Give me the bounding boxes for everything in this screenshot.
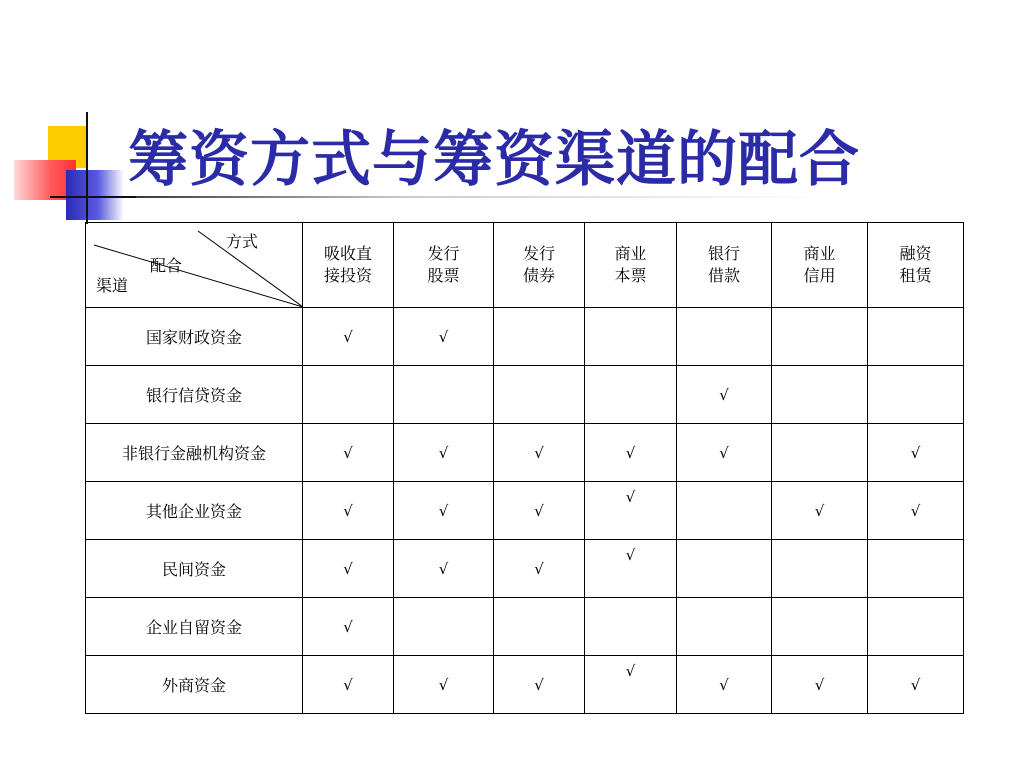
check-cell bbox=[772, 598, 868, 656]
check-cell: √ bbox=[772, 656, 868, 714]
header-row bbox=[86, 223, 964, 308]
check-cell bbox=[677, 308, 772, 366]
check-cell bbox=[677, 598, 772, 656]
column-header: 银行 借款 bbox=[677, 223, 772, 308]
row-label: 外商资金 bbox=[86, 656, 303, 714]
check-cell: √ bbox=[772, 482, 868, 540]
check-cell bbox=[394, 366, 494, 424]
check-cell: √ bbox=[394, 656, 494, 714]
check-cell bbox=[394, 598, 494, 656]
check-mark: √ bbox=[625, 661, 636, 680]
corner-channel-label: 渠道 bbox=[96, 276, 129, 295]
check-cell: √ bbox=[494, 424, 585, 482]
column-header: 发行 股票 bbox=[394, 223, 494, 308]
row-label: 民间资金 bbox=[86, 540, 303, 598]
check-cell bbox=[677, 540, 772, 598]
slide-title: 筹资方式与筹资渠道的配合 bbox=[128, 125, 860, 195]
column-header: 商业 本票 bbox=[585, 223, 677, 308]
table-row bbox=[86, 366, 964, 424]
check-cell: √ bbox=[394, 482, 494, 540]
check-cell bbox=[494, 598, 585, 656]
row-label: 企业自留资金 bbox=[86, 598, 303, 656]
check-cell bbox=[494, 308, 585, 366]
check-cell: √ bbox=[677, 424, 772, 482]
column-header: 商业 信用 bbox=[772, 223, 868, 308]
row-label: 非银行金融机构资金 bbox=[86, 424, 303, 482]
check-cell bbox=[868, 366, 964, 424]
row-label: 国家财政资金 bbox=[86, 308, 303, 366]
check-cell bbox=[585, 482, 677, 540]
table-row bbox=[86, 656, 964, 714]
check-cell bbox=[585, 540, 677, 598]
check-cell bbox=[494, 366, 585, 424]
check-cell bbox=[868, 540, 964, 598]
column-header: 发行 债券 bbox=[494, 223, 585, 308]
check-cell: √ bbox=[303, 598, 394, 656]
check-cell bbox=[677, 482, 772, 540]
check-cell bbox=[772, 540, 868, 598]
check-cell bbox=[585, 308, 677, 366]
check-cell bbox=[772, 424, 868, 482]
table-row bbox=[86, 424, 964, 482]
check-cell: √ bbox=[303, 482, 394, 540]
check-cell: √ bbox=[677, 366, 772, 424]
check-cell bbox=[303, 366, 394, 424]
corner-match-label: 配合 bbox=[150, 256, 183, 275]
column-header: 融资 租赁 bbox=[868, 223, 964, 308]
check-cell: √ bbox=[394, 424, 494, 482]
check-cell: √ bbox=[494, 482, 585, 540]
table-row bbox=[86, 540, 964, 598]
decor-horizontal-line bbox=[50, 196, 136, 198]
row-label: 银行信贷资金 bbox=[86, 366, 303, 424]
check-cell: √ bbox=[868, 424, 964, 482]
financing-matrix-table bbox=[85, 222, 964, 714]
check-cell bbox=[585, 598, 677, 656]
check-mark: √ bbox=[625, 487, 636, 506]
check-cell: √ bbox=[868, 482, 964, 540]
check-cell bbox=[868, 598, 964, 656]
check-cell bbox=[868, 308, 964, 366]
decor-blue-square bbox=[66, 170, 124, 220]
check-cell: √ bbox=[677, 656, 772, 714]
column-header: 吸收直 接投资 bbox=[303, 223, 394, 308]
corner-method-label: 方式 bbox=[226, 232, 259, 251]
check-cell: √ bbox=[868, 656, 964, 714]
check-cell bbox=[585, 366, 677, 424]
check-cell: √ bbox=[303, 540, 394, 598]
table-row bbox=[86, 308, 964, 366]
decor-vertical-line bbox=[86, 112, 88, 224]
check-cell: √ bbox=[494, 540, 585, 598]
check-cell bbox=[772, 308, 868, 366]
check-cell: √ bbox=[303, 424, 394, 482]
check-cell bbox=[585, 656, 677, 714]
check-cell: √ bbox=[303, 656, 394, 714]
check-cell: √ bbox=[394, 540, 494, 598]
check-cell bbox=[772, 366, 868, 424]
row-label: 其他企业资金 bbox=[86, 482, 303, 540]
table-row bbox=[86, 598, 964, 656]
check-mark: √ bbox=[625, 545, 636, 564]
table-row bbox=[86, 482, 964, 540]
check-cell: √ bbox=[585, 424, 677, 482]
check-cell: √ bbox=[494, 656, 585, 714]
corner-header-cell bbox=[86, 223, 303, 308]
check-cell: √ bbox=[303, 308, 394, 366]
check-cell: √ bbox=[394, 308, 494, 366]
